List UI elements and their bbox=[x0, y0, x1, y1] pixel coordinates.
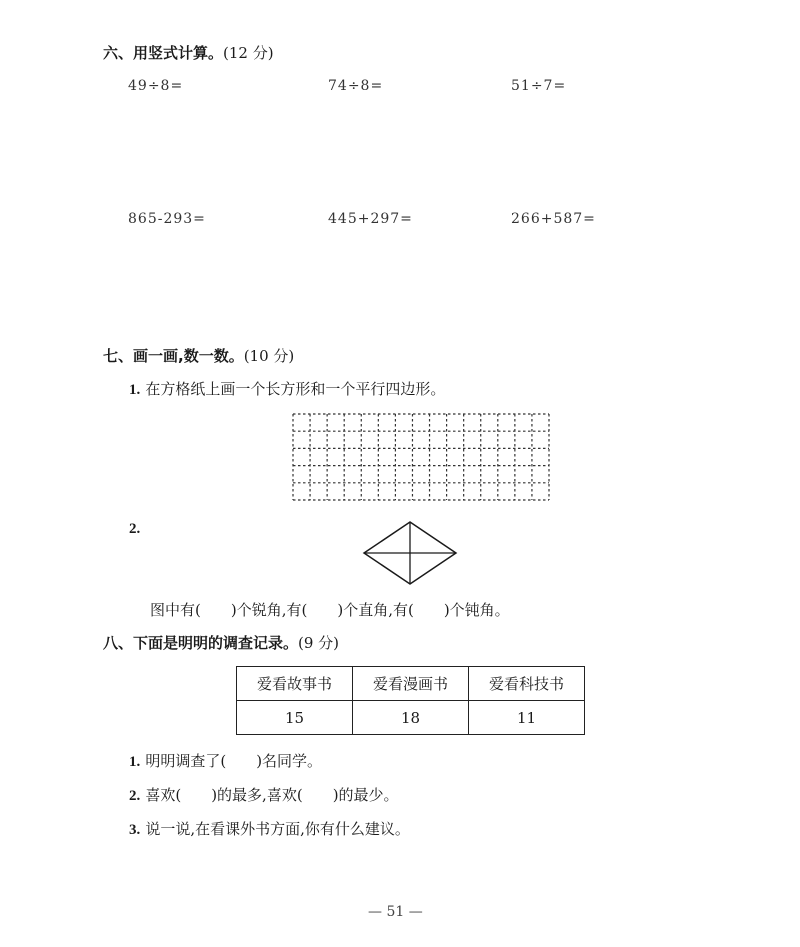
table-cell: 11 bbox=[469, 701, 585, 735]
sentence-part: )个钝角。 bbox=[443, 601, 510, 619]
sentence-part: 明明调查了( bbox=[145, 752, 227, 770]
section8-question-2 bbox=[129, 784, 399, 805]
expression: 445+297= bbox=[328, 211, 413, 227]
question-number: 1. bbox=[129, 754, 141, 770]
section8-heading bbox=[103, 632, 339, 653]
section7-heading bbox=[103, 345, 294, 366]
section6-heading bbox=[103, 42, 274, 63]
sentence-part: )的最多,喜欢( bbox=[211, 786, 303, 804]
sentence-part: 图中有( bbox=[150, 601, 201, 619]
dotted-grid-paper[interactable] bbox=[292, 413, 550, 501]
sentence-part: )名同学。 bbox=[256, 752, 323, 770]
table-header-cell: 爱看漫画书 bbox=[353, 667, 469, 701]
section7-question-1 bbox=[129, 378, 445, 399]
question-text: 说一说,在看课外书方面,你有什么建议。 bbox=[145, 820, 410, 838]
section8-points: (9 分) bbox=[298, 634, 340, 652]
section6-title: 六、用竖式计算。 bbox=[103, 44, 224, 62]
table-header-cell: 爱看科技书 bbox=[469, 667, 585, 701]
expression: 266+587= bbox=[511, 211, 596, 227]
section8-question-1 bbox=[129, 750, 322, 771]
question-number: 1. bbox=[129, 382, 141, 398]
sentence-part: )个锐角,有( bbox=[230, 601, 308, 619]
table-row bbox=[237, 701, 585, 735]
table-cell: 15 bbox=[237, 701, 353, 735]
angle-count-sentence bbox=[150, 599, 510, 620]
section8-question-3 bbox=[129, 818, 410, 839]
expression: 51÷7= bbox=[511, 78, 567, 94]
question-number: 2. bbox=[129, 788, 141, 804]
expression: 49÷8= bbox=[128, 78, 184, 94]
table-header-row bbox=[237, 667, 585, 701]
sentence-part: )的最少。 bbox=[332, 786, 399, 804]
rhombus-figure bbox=[362, 520, 458, 586]
section8-title: 八、下面是明明的调查记录。 bbox=[103, 634, 299, 652]
sentence-part: )个直角,有( bbox=[337, 601, 414, 619]
question-number: 2. bbox=[129, 521, 141, 537]
section7-points: (10 分) bbox=[243, 347, 295, 365]
page-number: — 51 — bbox=[368, 904, 423, 920]
question-number: 3. bbox=[129, 822, 141, 838]
section7-title: 七、画一画,数一数。 bbox=[103, 347, 244, 365]
table-cell: 18 bbox=[353, 701, 469, 735]
survey-table bbox=[236, 666, 585, 735]
expression: 74÷8= bbox=[328, 78, 384, 94]
section6-points: (12 分) bbox=[223, 44, 274, 62]
table-header-cell: 爱看故事书 bbox=[237, 667, 353, 701]
sentence-part: 喜欢( bbox=[145, 786, 182, 804]
expression: 865-293= bbox=[128, 211, 206, 227]
question-text: 在方格纸上画一个长方形和一个平行四边形。 bbox=[145, 380, 446, 398]
